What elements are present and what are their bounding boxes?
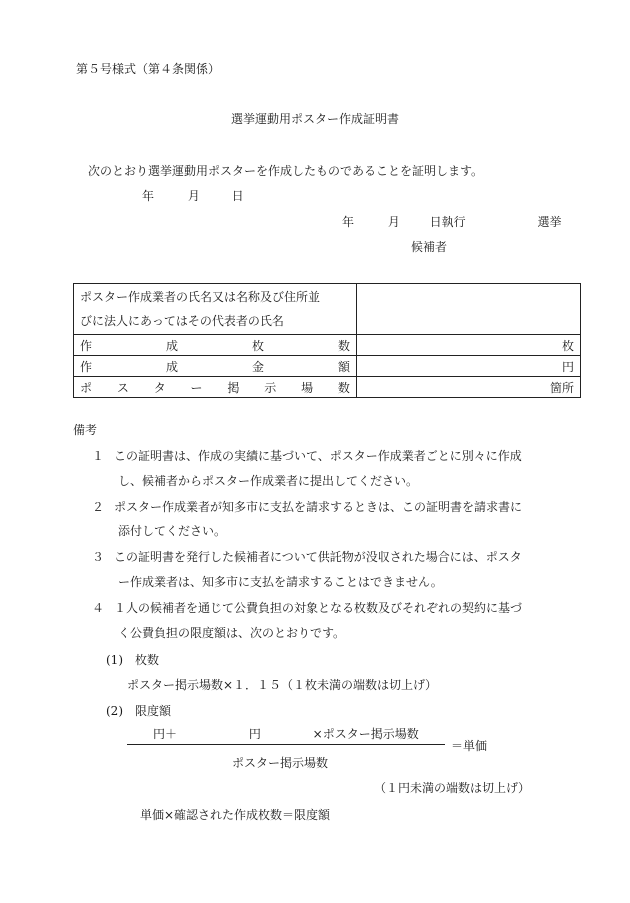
remark-item-4-cont: く公費負担の限度額は、次のとおりです。 — [118, 626, 346, 640]
remark-item-2-cont: 添付してください。 — [118, 524, 227, 538]
poster-board-count-label: ポ ス タ ー 掲 示 場 数 — [80, 380, 350, 395]
candidate-label: 候補者 — [411, 240, 448, 254]
production-amount-label: 作 成 金 額 — [80, 359, 350, 374]
remark-item-4: ４ １人の候補者を通じて公費負担の対象となる枚数及びそれぞれの契約に基づ — [92, 601, 523, 615]
vendor-label-line1: ポスター作成業者の氏名又は名称及び住所並 — [80, 290, 321, 304]
vendor-name-label — [74, 284, 357, 335]
election-execution-date — [342, 213, 562, 230]
document-title: 選挙運動用ポスター作成証明書 — [230, 112, 399, 126]
certificate-table — [73, 283, 581, 398]
table-row — [74, 335, 581, 356]
date-year: 年 — [142, 189, 155, 203]
exec-year: 年 — [342, 215, 355, 229]
rounding-note: （１円未満の端数は切上げ） — [374, 781, 531, 795]
exec-day: 日執行 — [429, 215, 466, 229]
remarks-heading: 備考 — [73, 423, 98, 437]
form-number: 第５号様式（第４条関係） — [76, 62, 221, 76]
unit-price-result: ＝単価 — [451, 739, 488, 753]
table-row — [74, 377, 581, 398]
date-month: 月 — [187, 189, 200, 203]
remark-item-2: ２ ポスター作成業者が知多市に支払を請求するときは、この証明書を請求書に — [92, 500, 523, 514]
remark-item-3: ３ この証明書を発行した候補者について供託物が没収された場合には、ポスタ — [92, 550, 522, 564]
remark-item-3-cont: ー作成業者は、知多市に支払を請求することはできません。 — [118, 575, 443, 589]
issue-date — [142, 187, 244, 204]
poster-board-count-value[interactable]: 箇所 — [357, 377, 581, 398]
fraction-denominator: ポスター掲示場数 — [232, 756, 329, 770]
production-amount-value[interactable]: 円 — [357, 356, 581, 377]
remark-item-1: １ この証明書は、作成の実績に基づいて、ポスター作成業者ごとに別々に作成 — [92, 449, 522, 463]
sheet-count-formula: ポスター掲示場数×１．１５（１枚未満の端数は切上げ） — [127, 678, 438, 692]
sub-item-count-label: (1) 枚数 — [106, 653, 159, 667]
election-label: 選挙 — [537, 215, 562, 229]
date-day: 日 — [231, 189, 244, 203]
intro-statement: 次のとおり選挙運動用ポスターを作成したものであることを証明します。 — [88, 164, 484, 178]
sheet-count-label: 作 成 枚 数 — [80, 338, 350, 353]
remark-item-1-cont: し、候補者からポスター作成業者に提出してください。 — [118, 474, 419, 488]
table-row — [74, 284, 581, 335]
sub-item-limit-label: (2) 限度額 — [106, 704, 171, 718]
fraction-numerator: 円＋ 円 ×ポスター掲示場数 — [127, 725, 445, 745]
vendor-label-line2: びに法人にあってはその代表者の氏名 — [80, 314, 284, 328]
table-row — [74, 356, 581, 377]
exec-month: 月 — [387, 215, 400, 229]
sheet-count-value[interactable]: 枚 — [357, 335, 581, 356]
vendor-name-value[interactable] — [357, 284, 581, 335]
limit-amount-formula: 単価×確認された作成枚数＝限度額 — [140, 808, 331, 822]
